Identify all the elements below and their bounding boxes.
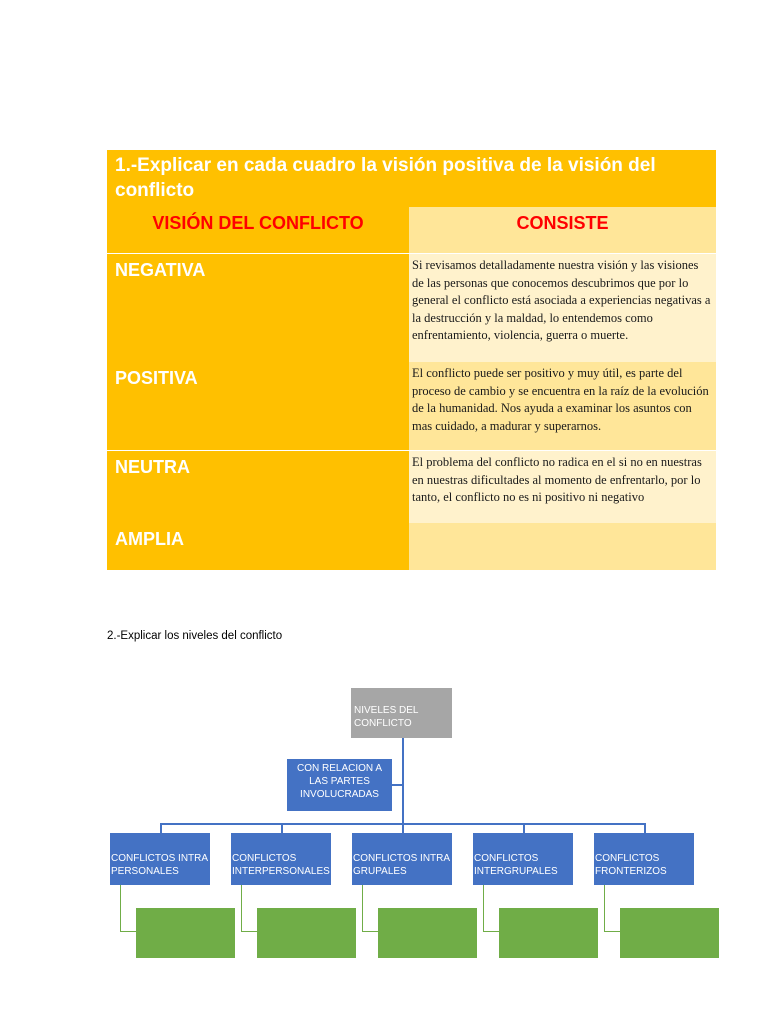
child-node-intrapersonales: CONFLICTOS INTRA PERSONALES (110, 833, 210, 885)
row-text-negativa: Si revisamos detalladamente nuestra visión y las visiones de las personas que conocemos descubrimos que por lo general el conflicto está asociada a experiencias negativas a la destrucción y la maldad, lo entendemos como enfrentamiento, violencia, guerra o muerte. (409, 254, 716, 362)
root-node: NIVELES DEL CONFLICTO (351, 688, 452, 738)
sub-connector (120, 885, 121, 932)
header-consiste: CONSISTE (409, 207, 716, 253)
child-connector (644, 823, 646, 833)
row-text-positiva: El conflicto puede ser positivo y muy útil, es parte del proceso de cambio y se encuentra en la raíz de la evolución de la humanidad. Nos ayuda a examinar los asuntos con mas cuidado, a madurar y superarnos. (409, 362, 716, 450)
table-title: 1.-Explicar en cada cuadro la visión positiva de la visión del conflicto (107, 150, 716, 207)
sub-node-empty (136, 908, 235, 958)
sub-node-empty (257, 908, 356, 958)
sub-connector (241, 931, 257, 932)
sub-node-empty (499, 908, 598, 958)
child-connector (523, 823, 525, 833)
assistant-node: CON RELACION A LAS PARTES INVOLUCRADAS (287, 759, 392, 811)
child-node-intergrupales: CONFLICTOS INTERGRUPALES (473, 833, 573, 885)
child-node-interpersonales: CONFLICTOS INTERPERSONALES (231, 833, 331, 885)
sub-connector (241, 885, 242, 932)
sub-connector (362, 885, 363, 932)
question-2-heading: 2.-Explicar los niveles del conflicto (107, 630, 283, 642)
sub-node-empty (620, 908, 719, 958)
child-node-intragrupales: CONFLICTOS INTRA GRUPALES (352, 833, 452, 885)
child-connector (402, 823, 404, 833)
sub-connector (483, 931, 499, 932)
assistant-connector (392, 784, 403, 786)
sub-connector (483, 885, 484, 932)
row-label-amplia: AMPLIA (107, 523, 409, 570)
trunk-connector (402, 738, 404, 824)
child-node-fronterizos: CONFLICTOS FRONTERIZOS (594, 833, 694, 885)
row-label-positiva: POSITIVA (107, 362, 409, 450)
row-label-negativa: NEGATIVA (107, 254, 409, 362)
row-text-neutra: El problema del conflicto no radica en el si no en nuestras en nuestras dificultades al momento de enfrentarlo, por lo tanto, el conflicto no es ni positivo ni negativo (409, 451, 716, 523)
sub-connector (604, 885, 605, 932)
child-connector (281, 823, 283, 833)
header-vision: VISIÓN DEL CONFLICTO (107, 207, 409, 253)
row-label-neutra: NEUTRA (107, 451, 409, 523)
row-text-amplia (409, 523, 716, 570)
sub-connector (362, 931, 378, 932)
sub-connector (604, 931, 620, 932)
sub-connector (120, 931, 136, 932)
child-connector (160, 823, 162, 833)
sub-node-empty (378, 908, 477, 958)
